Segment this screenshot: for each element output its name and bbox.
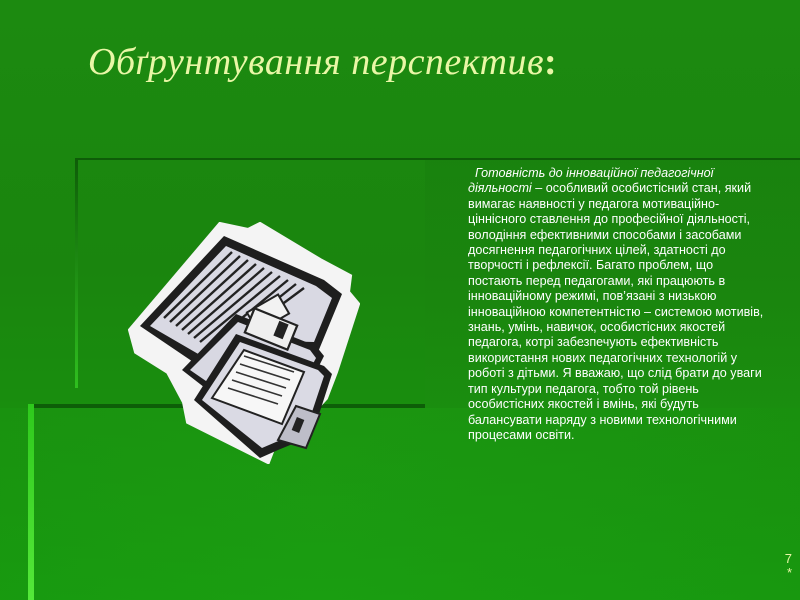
decorative-line-top <box>75 158 800 160</box>
decorative-line-vertical-top <box>75 158 78 388</box>
page-marker: * <box>786 565 792 580</box>
page-number <box>785 552 792 580</box>
body-paragraph <box>468 166 768 443</box>
body-emphasis: Готовність до інноваційної педагогічної діяльності <box>468 166 714 196</box>
slide-title-colon: : <box>544 41 558 83</box>
body-rest: – особливий особистісний стан, який вимагає наявності у педагога мотиваційно-ціннісного ставлення до професійної діяльності, володіння ефективними способами і засобами досягнення педагогічних цілей, здатності до творчості і рефлексії. Багато проблем, що постають перед педагогами, які працюють в інноваційному режимі, пов’язані з низькою інноваційною компетентністю – системою мотивів, знань, умінь, навичок, особистісних якостей педагога, котрі забезпечують ефективність використання нових педагогічних технологій у роботі з дітьми. Я вважаю, що слід брати до уваги тип культури педагога, тобто той рівень особистісних якостей і вмінь, які будуть балансувати наряду з новими технологічними процесами освіти. <box>468 181 764 442</box>
slide-title <box>88 40 557 84</box>
decorative-line-vertical-middle <box>28 404 34 600</box>
floppy-disks-icon <box>128 222 360 464</box>
page-number-value: 7 <box>784 551 792 566</box>
slide-title-text: Обґрунтування перспектив <box>88 41 545 83</box>
